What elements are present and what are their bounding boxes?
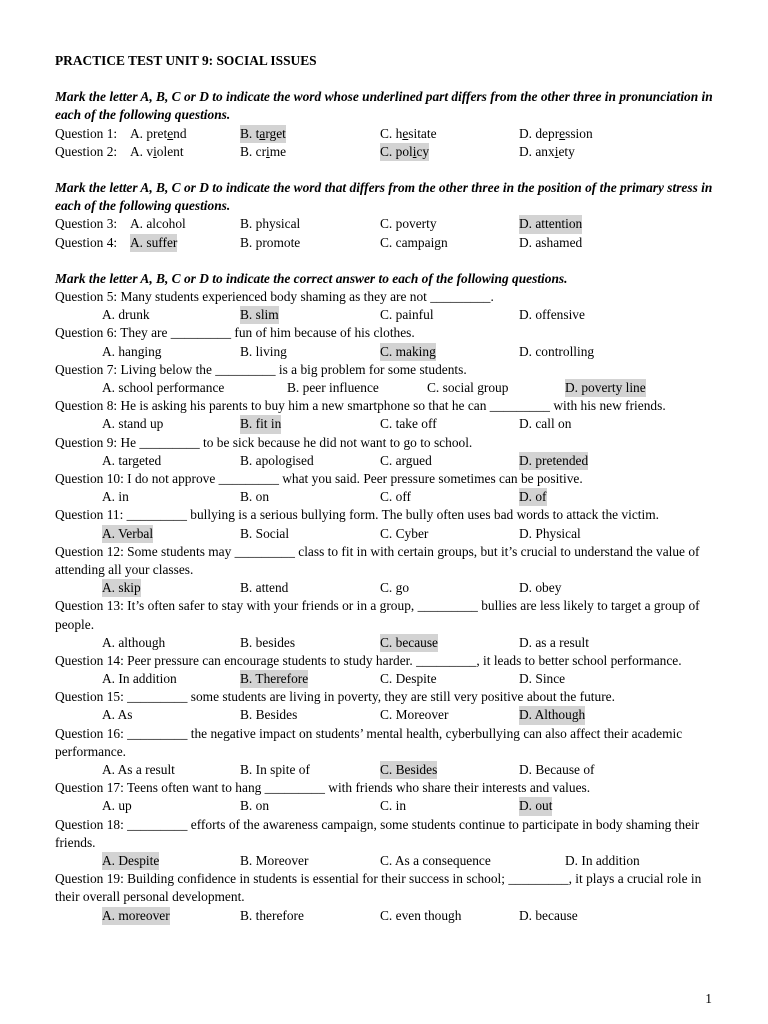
- question-label: Question 1:: [55, 125, 118, 141]
- answer-option[interactable]: A. As: [102, 707, 133, 723]
- answer-option[interactable]: B. attend: [240, 580, 289, 596]
- option-text: B. cr: [240, 143, 267, 159]
- answer-option[interactable]: A. in: [102, 489, 129, 505]
- answer-option[interactable]: [519, 125, 593, 143]
- answer-options: [55, 343, 715, 361]
- question-block: [55, 597, 715, 652]
- option-text: rget: [265, 125, 286, 141]
- question-stem: Question 11: _________ bullying is a serious bullying form. The bully often uses bad words to attack the victim.: [55, 507, 659, 523]
- option-text: A. v: [130, 143, 154, 159]
- answer-option[interactable]: A. skip: [102, 579, 141, 597]
- answer-option[interactable]: B. besides: [240, 634, 296, 650]
- answer-option[interactable]: [380, 143, 429, 161]
- answer-option[interactable]: [130, 143, 184, 161]
- answer-options: [55, 797, 715, 815]
- answer-option[interactable]: C. social group: [427, 379, 509, 395]
- answer-option[interactable]: D. of: [519, 488, 547, 506]
- section-instruction: Mark the letter A, B, C or D to indicate the word whose underlined part differs from the other three in pronunciation in each of the following questions.: [55, 89, 713, 123]
- answer-option[interactable]: B. peer influence: [287, 379, 379, 395]
- answer-option[interactable]: C. Besides: [380, 761, 437, 779]
- answer-option[interactable]: [380, 125, 437, 143]
- answer-option[interactable]: D. In addition: [565, 853, 640, 869]
- question-stem: Question 7: Living below the _________ is a big problem for some students.: [55, 361, 467, 377]
- answer-option[interactable]: A. hanging: [102, 343, 162, 359]
- question-stem: Question 15: _________ some students are living in poverty, they are still very positive about the future.: [55, 689, 615, 705]
- answer-option[interactable]: A. As a result: [102, 762, 175, 778]
- answer-option[interactable]: C. in: [380, 798, 407, 814]
- option-text: cy: [416, 143, 430, 159]
- answer-option[interactable]: D. because: [519, 907, 578, 923]
- option-text: me: [269, 143, 287, 159]
- page-number: 1: [705, 991, 712, 1006]
- answer-option[interactable]: B. apologised: [240, 452, 314, 468]
- underlined-letter: i: [153, 143, 157, 159]
- answer-options: [55, 415, 715, 433]
- answer-option[interactable]: C. making: [380, 343, 436, 361]
- answer-options: [55, 761, 715, 779]
- answer-option[interactable]: D. Physical: [519, 525, 581, 541]
- answer-option[interactable]: C. take off: [380, 416, 437, 432]
- option-text: olent: [156, 143, 184, 159]
- question-row: [55, 143, 715, 161]
- question-stem: Question 13: It’s often safer to stay with your friends or in a group, _________ bullies are less likely to target a group of people.: [55, 598, 700, 632]
- section-multiple-choice: [55, 270, 715, 925]
- answer-option[interactable]: A. Despite: [102, 852, 159, 870]
- answer-option[interactable]: C. because: [380, 634, 438, 652]
- section-pronunciation: [55, 88, 715, 161]
- answer-option[interactable]: C. off: [380, 489, 411, 505]
- answer-options: [55, 306, 715, 324]
- answer-option[interactable]: B. Besides: [240, 707, 298, 723]
- question-block: [55, 725, 715, 780]
- question-block: [55, 688, 715, 724]
- question-block: [55, 816, 715, 871]
- underlined-letter: i: [554, 143, 559, 159]
- answer-option[interactable]: A. In addition: [102, 671, 177, 687]
- answer-option[interactable]: A. up: [102, 798, 132, 814]
- answer-option[interactable]: C. Moreover: [380, 707, 449, 723]
- answer-option[interactable]: C. campaign: [380, 234, 448, 250]
- answer-options: [55, 634, 715, 652]
- question-block: [55, 288, 715, 324]
- question-block: [55, 397, 715, 433]
- answer-option[interactable]: A. Verbal: [102, 525, 153, 543]
- answer-option[interactable]: B. physical: [240, 216, 301, 232]
- underlined-letter: e: [559, 125, 566, 141]
- page-title: PRACTICE TEST UNIT 9: SOCIAL ISSUES: [55, 53, 317, 68]
- answer-option[interactable]: [240, 125, 286, 143]
- answer-option[interactable]: D. out: [519, 797, 552, 815]
- answer-option[interactable]: D. Although: [519, 706, 585, 724]
- question-block: [55, 652, 715, 688]
- answer-options: [55, 525, 715, 543]
- option-text: D. anx: [519, 143, 555, 159]
- answer-option[interactable]: B. on: [240, 798, 270, 814]
- answer-option[interactable]: D. Because of: [519, 762, 595, 778]
- answer-option[interactable]: D. ashamed: [519, 234, 583, 250]
- underlined-letter: a: [259, 125, 266, 141]
- answer-option[interactable]: B. In spite of: [240, 762, 310, 778]
- answer-option[interactable]: C. Despite: [380, 671, 437, 687]
- section-stress: [55, 179, 715, 252]
- question-stem: Question 19: Building confidence in students is essential for their success in school; _________, it plays a crucial role in their overall personal development.: [55, 871, 702, 905]
- question-block: [55, 361, 715, 397]
- question-stem: Question 12: Some students may _________ class to fit in with certain groups, but it’s crucial to understand the value of attending all your classes.: [55, 543, 700, 577]
- answer-option[interactable]: C. argued: [380, 452, 432, 468]
- answer-options: [55, 488, 715, 506]
- answer-option[interactable]: D. obey: [519, 580, 562, 596]
- answer-option[interactable]: C. painful: [380, 307, 434, 323]
- question-block: [55, 470, 715, 506]
- option-text: C. pol: [380, 143, 413, 159]
- underlined-letter: i: [266, 143, 270, 159]
- option-text: D. depr: [519, 125, 560, 141]
- answer-option[interactable]: B. therefore: [240, 907, 304, 923]
- answer-options: [55, 852, 715, 870]
- answer-options: [55, 706, 715, 724]
- answer-option[interactable]: [240, 143, 286, 161]
- question-row: [55, 215, 715, 233]
- option-text: ssion: [565, 125, 593, 141]
- answer-option[interactable]: B. fit in: [240, 415, 281, 433]
- question-row: [55, 234, 715, 252]
- answer-option[interactable]: D. controlling: [519, 343, 595, 359]
- answer-option[interactable]: A. although: [102, 634, 166, 650]
- section-instruction: Mark the letter A, B, C or D to indicate the word that differs from the other three in the position of the primary stress in each of the following questions.: [55, 179, 713, 214]
- question-stem: Question 5: Many students experienced body shaming as they are not _________.: [55, 288, 494, 304]
- answer-option[interactable]: C. As a consequence: [380, 853, 491, 869]
- question-block: [55, 779, 715, 815]
- option-text: A. pret: [130, 125, 168, 141]
- answer-option[interactable]: C. even though: [380, 907, 462, 923]
- section-instruction: Mark the letter A, B, C or D to indicate the correct answer to each of the following questions.: [55, 270, 568, 286]
- question-block: [55, 324, 715, 360]
- answer-option[interactable]: A. alcohol: [130, 216, 186, 232]
- option-text: B. t: [240, 125, 260, 141]
- answer-option[interactable]: A. targeted: [102, 452, 162, 468]
- answer-option[interactable]: D. offensive: [519, 307, 585, 323]
- answer-option[interactable]: D. as a result: [519, 634, 589, 650]
- question-stem: Question 8: He is asking his parents to buy him a new smartphone so that he can _________ with his new friends.: [55, 398, 666, 414]
- answer-option[interactable]: C. Cyber: [380, 525, 429, 541]
- answer-option[interactable]: D. attention: [519, 215, 582, 233]
- answer-options: [55, 452, 715, 470]
- question-stem: Question 18: _________ efforts of the awareness campaign, some students continue to participate in body shaming their friends.: [55, 816, 700, 850]
- question-label: Question 3:: [55, 216, 118, 232]
- question-stem: Question 14: Peer pressure can encourage students to study harder. _________, it leads to better school performance.: [55, 652, 682, 668]
- answer-option[interactable]: D. poverty line: [565, 379, 646, 397]
- answer-option[interactable]: A. suffer: [130, 234, 177, 252]
- answer-option[interactable]: B. Social: [240, 525, 290, 541]
- answer-options: [55, 907, 715, 925]
- answer-options: [55, 579, 715, 597]
- answer-option[interactable]: A. stand up: [102, 416, 164, 432]
- question-block: [55, 543, 715, 598]
- underlined-letter: e: [402, 125, 409, 141]
- question-stem: Question 10: I do not approve _________ what you said. Peer pressure sometimes can be positive.: [55, 470, 583, 486]
- answer-option[interactable]: [519, 143, 575, 161]
- option-text: sitate: [408, 125, 437, 141]
- answer-option[interactable]: B. slim: [240, 306, 279, 324]
- option-text: nd: [173, 125, 187, 141]
- answer-option[interactable]: D. call on: [519, 416, 572, 432]
- answer-option[interactable]: B. living: [240, 343, 287, 359]
- document-page: [55, 52, 715, 925]
- answer-option[interactable]: A. moreover: [102, 907, 170, 925]
- answer-option[interactable]: [130, 125, 187, 143]
- question-stem: Question 9: He _________ to be sick because he did not want to go to school.: [55, 434, 473, 450]
- answer-option[interactable]: D. Since: [519, 671, 566, 687]
- question-block: [55, 870, 715, 925]
- option-text: ety: [558, 143, 575, 159]
- question-block: [55, 434, 715, 470]
- question-stem: Question 16: _________ the negative impact on students’ mental health, cyberbullying can also affect their academic performance.: [55, 725, 683, 759]
- answer-option[interactable]: D. pretended: [519, 452, 588, 470]
- answer-option[interactable]: A. drunk: [102, 307, 150, 323]
- question-label: Question 2:: [55, 143, 118, 159]
- answer-option[interactable]: B. Therefore: [240, 670, 308, 688]
- question-block: [55, 506, 715, 542]
- answer-option[interactable]: A. school performance: [102, 379, 225, 395]
- question-label: Question 4:: [55, 234, 118, 250]
- option-text: C. h: [380, 125, 403, 141]
- question-stem: Question 17: Teens often want to hang _________ with friends who share their interests and values.: [55, 780, 591, 796]
- answer-options: [55, 379, 715, 397]
- answer-option[interactable]: B. promote: [240, 234, 301, 250]
- answer-option[interactable]: C. go: [380, 580, 410, 596]
- answer-option[interactable]: C. poverty: [380, 216, 437, 232]
- answer-option[interactable]: B. on: [240, 489, 270, 505]
- underlined-letter: i: [412, 143, 417, 159]
- question-stem: Question 6: They are _________ fun of him because of his clothes.: [55, 325, 415, 341]
- question-row: [55, 125, 715, 143]
- answer-option[interactable]: B. Moreover: [240, 853, 309, 869]
- answer-options: [55, 670, 715, 688]
- underlined-letter: e: [167, 125, 174, 141]
